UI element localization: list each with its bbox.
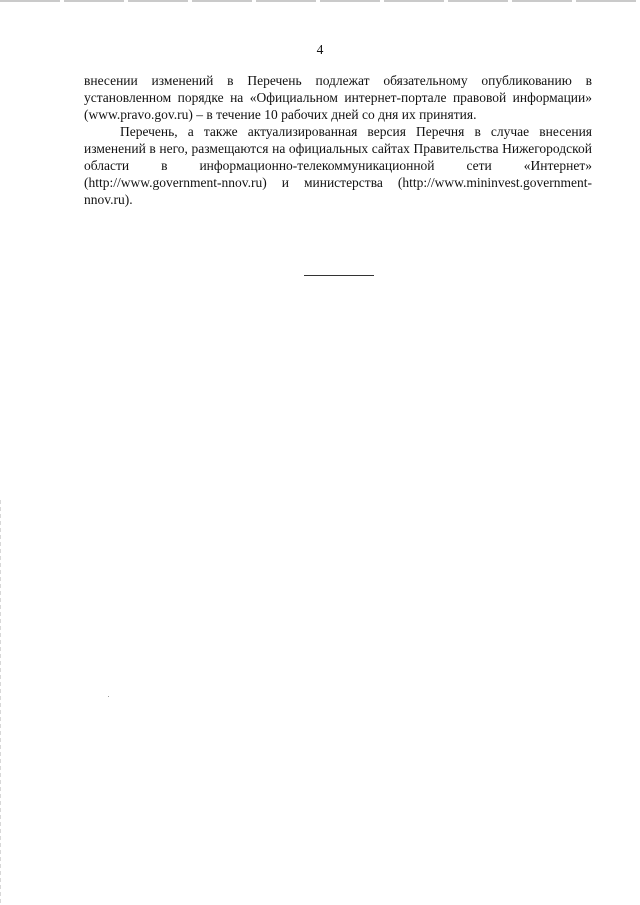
scan-edge-left [0, 500, 1, 905]
end-of-document-rule [304, 275, 374, 276]
page-number: 4 [316, 42, 324, 57]
document-body [84, 72, 592, 208]
scan-speck [108, 696, 109, 697]
scan-edge-top [0, 0, 640, 2]
paragraph-publication: внесении изменений в Перечень подлежат обязательному опубликованию в установленном порядке на «Официальном интернет-портале правовой информации» (www.pravo.gov.ru) – в течение 10 рабочих дней со дня их принятия. [84, 73, 592, 122]
paragraph-placement: Перечень, а также актуализированная версия Перечня в случае внесения изменений в него, размещаются на официальных сайтах Правительства Нижегородской области в информационно-телекоммуникационной сети «Интернет» (http://www.government-nnov.ru) и министерства (http://www.mininvest.government-nnov.ru). [84, 124, 592, 207]
